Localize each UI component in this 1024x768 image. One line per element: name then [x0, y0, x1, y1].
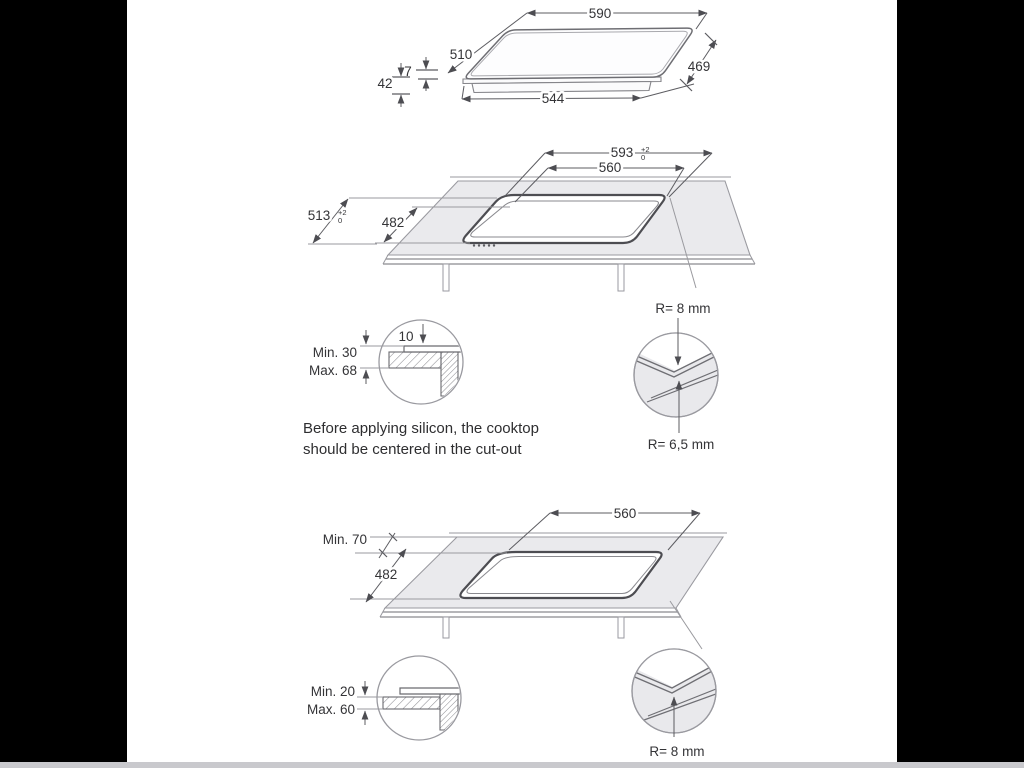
dim-label-body-width: 469: [687, 59, 711, 74]
cooktop-glass-top: [466, 28, 692, 79]
label-worktop-max-overlay: Max. 60: [306, 702, 355, 717]
note-line-1: Before applying silicon, the cooktop: [303, 420, 539, 437]
worktop-thickness-detail-overlay: [307, 656, 461, 740]
cutout-hole: [460, 552, 661, 598]
diagram-page: [127, 0, 897, 768]
label-worktop-min-flush: Min. 30: [312, 345, 357, 360]
tolerance-zero: 0: [338, 216, 343, 225]
cooktop-3d-view: [377, 6, 717, 107]
silicon-note: [303, 420, 539, 458]
dim-label-glass-height: 7: [404, 64, 412, 79]
label-corner-radius-worktop: R= 8 mm: [655, 301, 711, 316]
flush-mount-plan: [308, 145, 755, 291]
cooktop-rim-section: [404, 346, 462, 352]
note-line-2: should be centered in the cut-out: [303, 441, 522, 458]
dim-label-base-width: 544: [541, 91, 565, 106]
worktop-leg: [618, 617, 624, 638]
dim-label-total-height: 42: [377, 76, 393, 91]
corner-radius-detail-flush: [632, 301, 718, 452]
label-rear-distance: Min. 70: [322, 532, 367, 547]
tolerance-zero: 0: [641, 153, 646, 162]
label-worktop-max-flush: Max. 68: [308, 363, 357, 378]
worktop-section-hatched: [383, 697, 440, 709]
worktop-thickness-detail-flush: [309, 320, 463, 404]
overlay-mount-plan: [323, 506, 727, 649]
label-corner-radius-overlay: R= 8 mm: [649, 744, 705, 759]
dim-label-ledge-width: 10: [398, 329, 414, 344]
worktop-leg: [443, 617, 449, 638]
dim-label-cutout-width-flush: 560: [598, 160, 622, 175]
label-corner-radius-glass: R= 6,5 mm: [647, 437, 715, 452]
tolerance-plus: +2: [641, 145, 650, 154]
installation-diagram-canvas: [127, 0, 897, 768]
label-worktop-min-overlay: Min. 20: [310, 684, 355, 699]
worktop-section-hatched: [389, 352, 441, 368]
dim-label-glass-width: 590: [588, 6, 612, 21]
cooktop-rim-section: [400, 688, 460, 694]
dim-label-cutout-depth-flush: 482: [381, 215, 405, 230]
tolerance-plus: +2: [338, 208, 347, 217]
worktop-leg: [618, 264, 624, 291]
dim-label-recess-width: 593: [610, 145, 634, 160]
dim-label-cutout-width-overlay: 560: [613, 506, 637, 521]
dim-label-recess-depth: 513: [307, 208, 331, 223]
worktop-front-face-hatched: [440, 694, 458, 730]
bottom-edge-strip: [0, 762, 1024, 768]
dim-label-glass-depth: 510: [449, 47, 473, 62]
worktop-leg: [443, 264, 449, 291]
dim-label-cutout-depth-overlay: 482: [374, 567, 398, 582]
worktop-front-face-hatched: [441, 352, 458, 396]
corner-radius-detail-overlay: [630, 645, 716, 759]
